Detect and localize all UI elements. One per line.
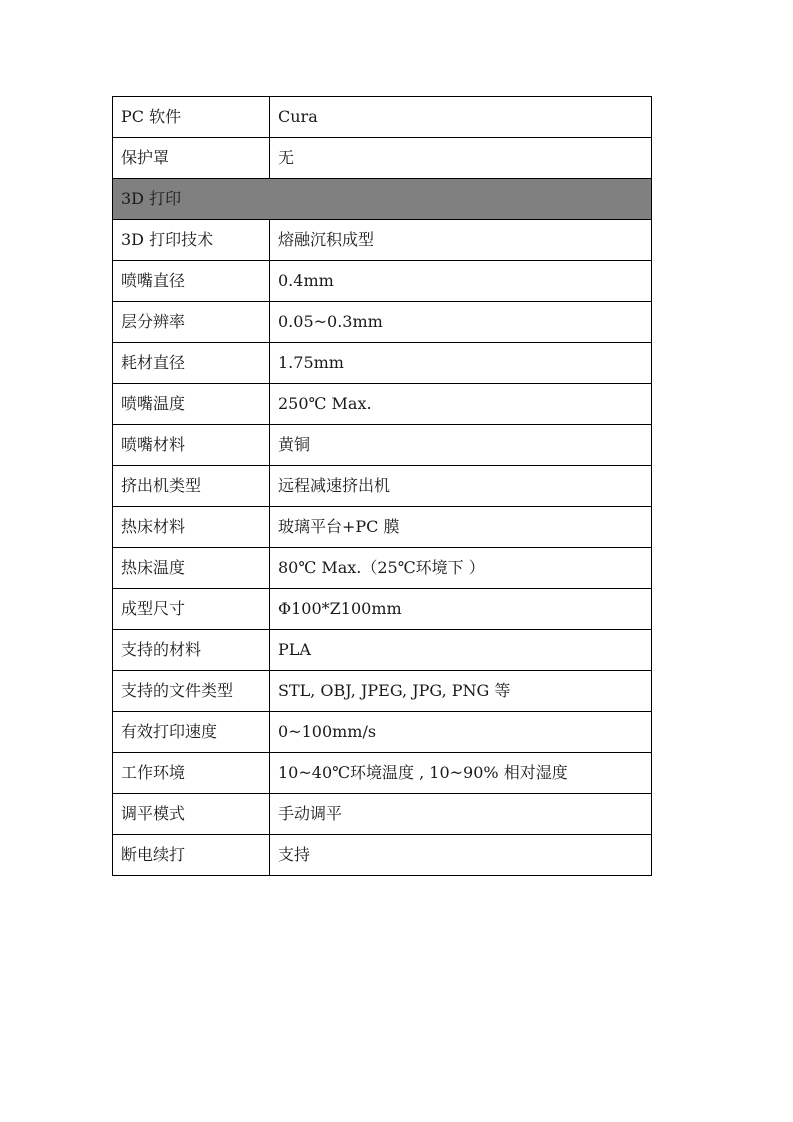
row-label: 工作环境: [113, 753, 270, 794]
row-label: 喷嘴直径: [113, 261, 270, 302]
table-row: [113, 261, 652, 302]
row-value: Φ100*Z100mm: [270, 589, 652, 630]
row-label: 保护罩: [113, 138, 270, 179]
row-value: 80℃ Max.（25℃环境下 ）: [270, 548, 652, 589]
spec-table: [112, 96, 652, 876]
row-value: STL, OBJ, JPEG, JPG, PNG 等: [270, 671, 652, 712]
row-value: 0.05~0.3mm: [270, 302, 652, 343]
table-row: [113, 753, 652, 794]
table-row: [113, 384, 652, 425]
row-value: Cura: [270, 97, 652, 138]
table-row: [113, 425, 652, 466]
table-row: [113, 220, 652, 261]
section-header: 3D 打印: [113, 179, 652, 220]
table-row: [113, 630, 652, 671]
table-row: [113, 507, 652, 548]
row-value: 黄铜: [270, 425, 652, 466]
row-label: 喷嘴材料: [113, 425, 270, 466]
row-value: 10~40℃环境温度 , 10~90% 相对湿度: [270, 753, 652, 794]
row-value: 手动调平: [270, 794, 652, 835]
row-value: 玻璃平台+PC 膜: [270, 507, 652, 548]
table-row: [113, 138, 652, 179]
row-value: 0.4mm: [270, 261, 652, 302]
row-label: 成型尺寸: [113, 589, 270, 630]
table-row: [113, 794, 652, 835]
row-label: 热床材料: [113, 507, 270, 548]
table-row: [113, 302, 652, 343]
row-label: 调平模式: [113, 794, 270, 835]
spec-table-body: [113, 97, 652, 876]
table-row: [113, 589, 652, 630]
row-label: 喷嘴温度: [113, 384, 270, 425]
row-label: PC 软件: [113, 97, 270, 138]
row-value: 支持: [270, 835, 652, 876]
row-value: 无: [270, 138, 652, 179]
row-label: 支持的材料: [113, 630, 270, 671]
table-row: [113, 835, 652, 876]
table-row: [113, 343, 652, 384]
row-value: 远程减速挤出机: [270, 466, 652, 507]
row-value: PLA: [270, 630, 652, 671]
table-row: [113, 466, 652, 507]
row-label: 耗材直径: [113, 343, 270, 384]
row-value: 熔融沉积成型: [270, 220, 652, 261]
table-row: [113, 712, 652, 753]
row-label: 有效打印速度: [113, 712, 270, 753]
row-label: 支持的文件类型: [113, 671, 270, 712]
row-value: 0~100mm/s: [270, 712, 652, 753]
row-value: 250℃ Max.: [270, 384, 652, 425]
table-row: [113, 97, 652, 138]
row-label: 3D 打印技术: [113, 220, 270, 261]
section-header-row: [113, 179, 652, 220]
row-label: 断电续打: [113, 835, 270, 876]
table-row: [113, 671, 652, 712]
row-label: 热床温度: [113, 548, 270, 589]
table-row: [113, 548, 652, 589]
row-label: 挤出机类型: [113, 466, 270, 507]
row-label: 层分辨率: [113, 302, 270, 343]
row-value: 1.75mm: [270, 343, 652, 384]
